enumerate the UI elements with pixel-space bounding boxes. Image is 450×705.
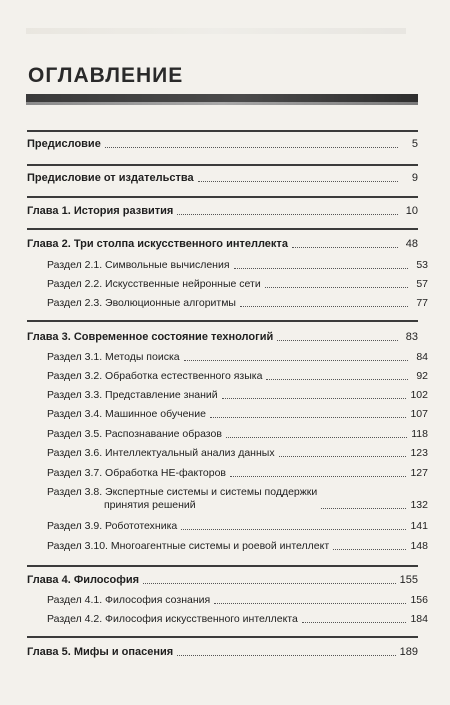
dot-leader xyxy=(230,476,406,477)
toc-entry-label: Раздел 2.2. Искусственные нейронные сети xyxy=(47,278,261,290)
dot-leader xyxy=(177,214,398,215)
toc-entry-section xyxy=(37,351,428,364)
toc-entry-section xyxy=(37,297,428,310)
toc-entry-section xyxy=(37,278,428,291)
chapter-divider xyxy=(27,228,418,230)
dot-leader xyxy=(210,417,407,418)
dot-leader xyxy=(292,247,398,248)
toc-page-number: 53 xyxy=(416,259,428,271)
toc-entry-label: Предисловие от издательства xyxy=(27,172,194,184)
title-rule-shadow xyxy=(26,102,418,105)
toc-entry-section xyxy=(37,259,428,272)
toc-page-number: 148 xyxy=(410,540,428,552)
toc-entry-label: Раздел 3.4. Машинное обучение xyxy=(47,408,206,420)
toc-entry-section xyxy=(37,613,428,626)
toc-entry-label: Раздел 3.10. Многоагентные системы и роевой интеллект xyxy=(47,540,330,552)
toc-page-number: 9 xyxy=(411,172,418,184)
toc-entry-section xyxy=(37,389,428,402)
dot-leader xyxy=(177,655,395,656)
chapter-divider xyxy=(27,565,418,567)
toc-page-number: 127 xyxy=(410,467,428,479)
toc-entry-section xyxy=(37,467,428,480)
toc-entry-chapter xyxy=(27,331,418,344)
dot-leader xyxy=(279,456,407,457)
toc-entry-chapter xyxy=(27,574,418,587)
toc-page-number: 156 xyxy=(410,594,428,606)
toc-entry-chapter xyxy=(27,646,418,659)
toc-entry-label: Раздел 3.5. Распознавание образов xyxy=(47,428,222,440)
toc-entry-section xyxy=(37,486,428,512)
toc-entry-section xyxy=(37,447,428,460)
toc-entry-label: Глава 5. Мифы и опасения xyxy=(27,646,174,658)
dot-leader xyxy=(265,287,408,288)
toc-entry-label: Раздел 3.3. Представление знаний xyxy=(47,389,218,401)
dot-leader xyxy=(184,360,408,361)
chapter-divider xyxy=(27,636,418,638)
toc-entry-label: Раздел 3.1. Методы поиска xyxy=(47,351,180,363)
toc-entry-label: Глава 2. Три столпа искусственного интеллекта xyxy=(27,238,288,250)
toc-entry-section xyxy=(37,408,428,421)
toc-page-number: 48 xyxy=(405,238,418,250)
chapter-divider xyxy=(27,320,418,322)
toc-entry-section xyxy=(37,370,428,383)
toc-entry-section xyxy=(37,540,428,553)
chapter-divider xyxy=(27,130,418,132)
chapter-divider xyxy=(27,164,418,166)
toc-entry-section xyxy=(37,428,428,441)
toc-page-number: 132 xyxy=(410,499,428,511)
toc-page-number: 92 xyxy=(416,370,428,382)
page-title: ОГЛАВЛЕНИЕ xyxy=(28,64,184,87)
toc-entry-label: Раздел 3.7. Обработка НЕ-факторов xyxy=(47,467,226,479)
toc-page-number: 84 xyxy=(416,351,428,363)
dot-leader xyxy=(222,398,407,399)
toc-entry-label: Раздел 3.8. Экспертные системы и системы поддержки xyxy=(47,486,318,498)
dot-leader xyxy=(302,622,407,623)
dot-leader xyxy=(277,340,398,341)
dot-leader xyxy=(181,529,406,530)
toc-page-number: 189 xyxy=(399,646,418,658)
toc-page-number: 10 xyxy=(405,205,418,217)
toc-entry-label: Раздел 2.3. Эволюционные алгоритмы xyxy=(47,297,236,309)
dot-leader xyxy=(198,181,398,182)
toc-entry-label: Глава 3. Современное состояние технологий xyxy=(27,331,274,343)
toc-entry-chapter xyxy=(27,205,418,218)
toc-entry-label: Раздел 3.9. Робототехника xyxy=(47,520,178,532)
toc-page-number: 118 xyxy=(411,428,428,440)
toc-entry-label: Предисловие xyxy=(27,138,101,150)
toc-page-number: 155 xyxy=(399,574,418,586)
toc-entry-label-continued: принятия решений xyxy=(104,499,196,511)
toc-page-number: 141 xyxy=(410,520,428,532)
toc-entry-label-block xyxy=(47,486,317,512)
dot-leader xyxy=(105,147,398,148)
dot-leader xyxy=(143,583,396,584)
toc-entry-chapter xyxy=(27,238,418,251)
chapter-divider xyxy=(27,196,418,198)
toc-page-number: 77 xyxy=(416,297,428,309)
toc-page-number: 184 xyxy=(410,613,428,625)
toc-entry-section xyxy=(37,520,428,533)
toc-page-number: 83 xyxy=(405,331,418,343)
toc-entry-label: Раздел 4.2. Философия искусственного интеллекта xyxy=(47,613,298,625)
dot-leader xyxy=(266,379,408,380)
dot-leader xyxy=(234,268,408,269)
toc-entry-chapter xyxy=(27,172,418,185)
toc-page-number: 107 xyxy=(410,408,428,420)
bleed-through-text xyxy=(26,28,406,34)
dot-leader xyxy=(240,306,408,307)
toc-page-number: 5 xyxy=(411,138,418,150)
toc-page-number: 57 xyxy=(416,278,428,290)
toc-page-number: 102 xyxy=(410,389,428,401)
toc-page-number: 123 xyxy=(410,447,428,459)
toc-entry-label: Раздел 4.1. Философия сознания xyxy=(47,594,211,606)
toc-entry-label: Глава 1. История развития xyxy=(27,205,174,217)
dot-leader xyxy=(321,508,406,509)
toc-entry-section xyxy=(37,594,428,607)
dot-leader xyxy=(226,437,407,438)
dot-leader xyxy=(333,549,406,550)
dot-leader xyxy=(214,603,406,604)
title-rule xyxy=(26,94,418,102)
toc-entry-label: Раздел 3.2. Обработка естественного языка xyxy=(47,370,263,382)
toc-entry-chapter xyxy=(27,138,418,151)
toc-entry-label: Раздел 3.6. Интеллектуальный анализ данных xyxy=(47,447,275,459)
toc-entry-label: Глава 4. Философия xyxy=(27,574,140,586)
toc-entry-label: Раздел 2.1. Символьные вычисления xyxy=(47,259,230,271)
